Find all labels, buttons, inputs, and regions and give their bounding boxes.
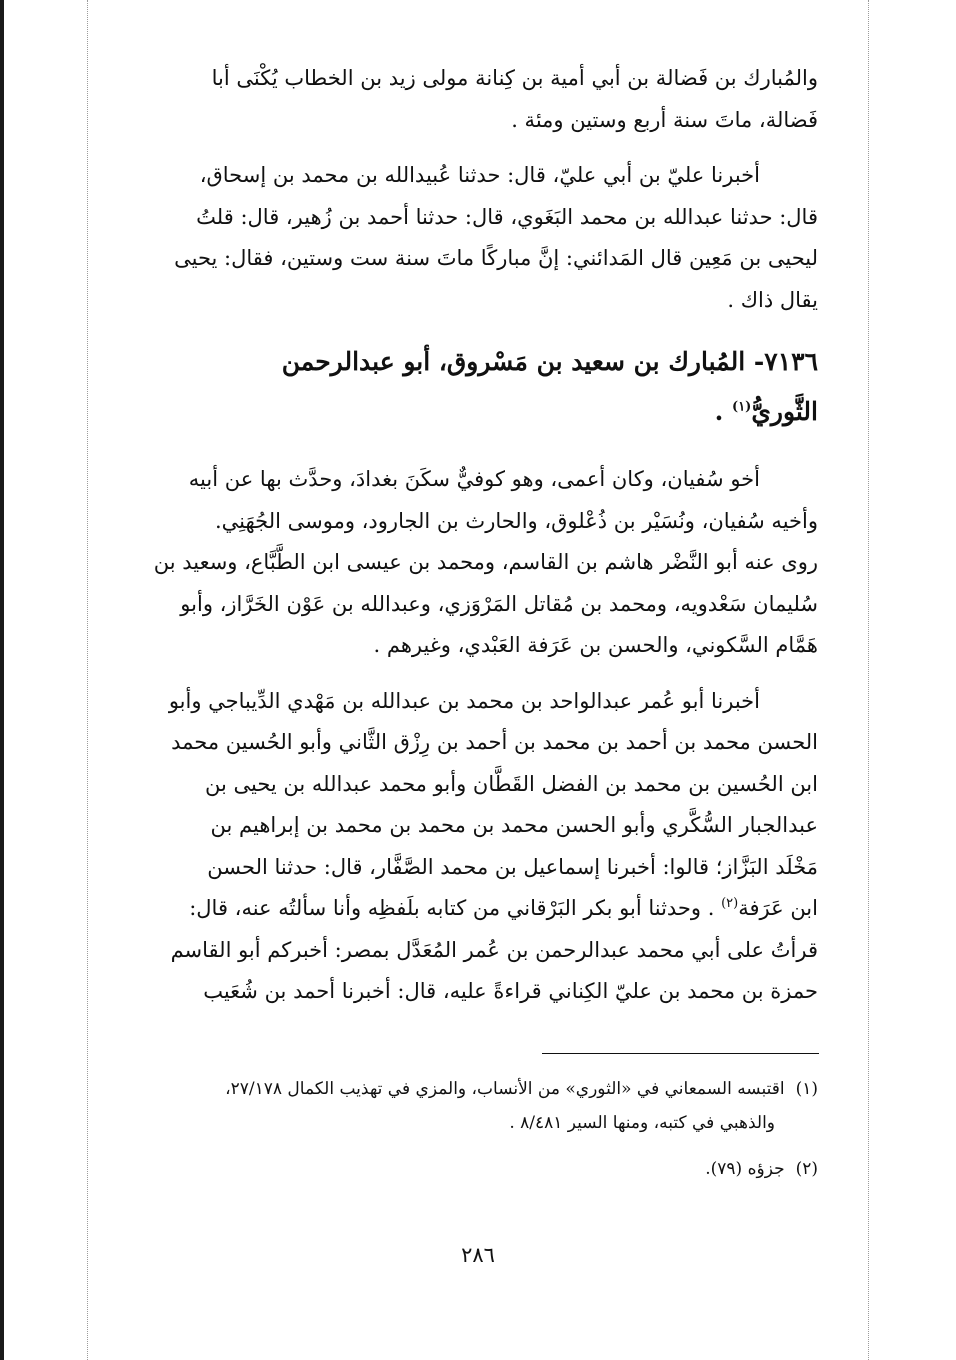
footnote-number: (١) [795, 1079, 818, 1099]
text-line [105, 888, 818, 930]
paragraph-2 [105, 155, 818, 321]
paragraph-4 [105, 681, 818, 1013]
footnote-text: اقتبسه السمعاني في «الثوري» من الأنساب، والمزي في تهذيب الكمال ٢٧/١٧٨، [225, 1079, 785, 1099]
text-line: وأخيه سُفيان، ونُسَيْر بن ذُعْلوق، والحارث بن الجارود، وموسى الجُهَنِي. [214, 508, 818, 533]
text-line: أخو سُفيان، وكان أعمى، وهو كوفيٌّ سكَنَ بغدادَ، وحدَّث بها عن أبيه [188, 467, 760, 491]
footnote-text: جزؤه (٧٩). [705, 1159, 785, 1179]
text-line: عبدالجبار السُّكَّري وأبو الحسن محمد بن محمد بن محمد بن إبراهيم بن [210, 813, 818, 837]
page-number: ٢٨٦ [461, 1243, 495, 1267]
text-line: حمزة بن محمد بن عليّ الكِناني قراءةً عليه، قال: أخبرنا أحمد بن شُعَيب [203, 979, 818, 1003]
entry-heading [105, 337, 818, 437]
footnote-separator [542, 1053, 819, 1054]
text-line: الحسن محمد بن أحمد بن محمد بن أحمد بن رِزْق الثَّاني وأبو الحُسين محمد [171, 730, 818, 754]
text-segment: ابن عَرَفة [738, 896, 818, 920]
entry-heading-line-2: الثَّوريُّ [751, 397, 818, 426]
right-margin-guide [868, 0, 869, 1360]
text-line: سُليمان سَعْدويه، ومحمد بن مُقاتل المَرْوَزي، وعبدالله بن عَوْن الخَرَّاز، وأبو [180, 591, 818, 616]
footnote-1 [105, 1072, 818, 1106]
text-line: ابن الحُسين بن محمد بن الفضل القَطَّان وأبو محمد عبدالله بن يحيى بن [205, 771, 818, 796]
footnote-1-continuation: والذهبي في كتبه، ومنها السير ٨/٤٨١ . [509, 1113, 775, 1133]
text-line: ليحيى بن مَعِين قال المَدائني: إنَّ مباركًا ماتَ سنة ست وستين، فقال: يحيى [174, 246, 818, 270]
text-line: روى عنه أبو النَّضْر هاشم بن القاسم، ومحمد بن عيسى ابن الطَّبَّاع، وسعيد بن [153, 550, 818, 574]
footnote-number: (٢) [795, 1159, 818, 1179]
footnote-reference-2: (٢) [721, 896, 739, 911]
scan-edge [0, 0, 4, 1360]
text-line: هَمَّام السَّكوني، والحسن بن عَرَفة العَبْدي، وغيرهم . [373, 633, 818, 657]
left-margin-guide [87, 0, 88, 1360]
paragraph-1 [105, 58, 818, 141]
entry-heading-line-1: ٧١٣٦- المُبارك بن سعيد بن مَسْروق، أبو عبدالرحمن [281, 347, 818, 376]
text-segment: . وحدثنا أبو بكر البَرْقاني من كتابه بلَفظِه وأنا سألتُه عنه، قال: [189, 896, 722, 920]
text-line: أخبرنا عليّ بن أبي عليّ، قال: حدثنا عُبيدالله بن محمد بن إسحاق، [199, 163, 760, 187]
entry-heading-end: . [714, 397, 733, 426]
text-line: مَخْلَد البَزَّاز؛ قالوا: أخبرنا إسماعيل بن محمد الصَّفَّار، قال: حدثنا الحسن [207, 854, 818, 879]
footnotes [105, 1072, 818, 1186]
footnote-2 [105, 1152, 818, 1186]
page-body [105, 58, 818, 1013]
paragraph-3 [105, 459, 818, 667]
text-line: والمُبارك بن فَضالة بن أبي أمية بن كِنانة مولى زيد بن الخطاب يُكْنَى أبا [211, 66, 818, 90]
text-line: فَضالة، ماتَ سنة أربع وستين ومئة . [511, 107, 818, 132]
text-line: أخبرنا أبو عُمر عبدالواحد بن محمد بن عبدالله بن مَهْدي الدِّيباجي وأبو [168, 688, 760, 713]
footnote-reference-1: (١) [732, 399, 752, 415]
text-line: قرأتُ على أبي محمد عبدالرحمن بن عُمر المُعَدَّل بمصر: أخبركم أبو القاسم [170, 937, 818, 962]
text-line: يقال ذاك . [727, 287, 818, 312]
text-line: قال: حدثنا عبدالله بن محمد البَغَوي، قال: حدثنا أحمد بن زُهير، قال: قلتُ [196, 204, 818, 229]
